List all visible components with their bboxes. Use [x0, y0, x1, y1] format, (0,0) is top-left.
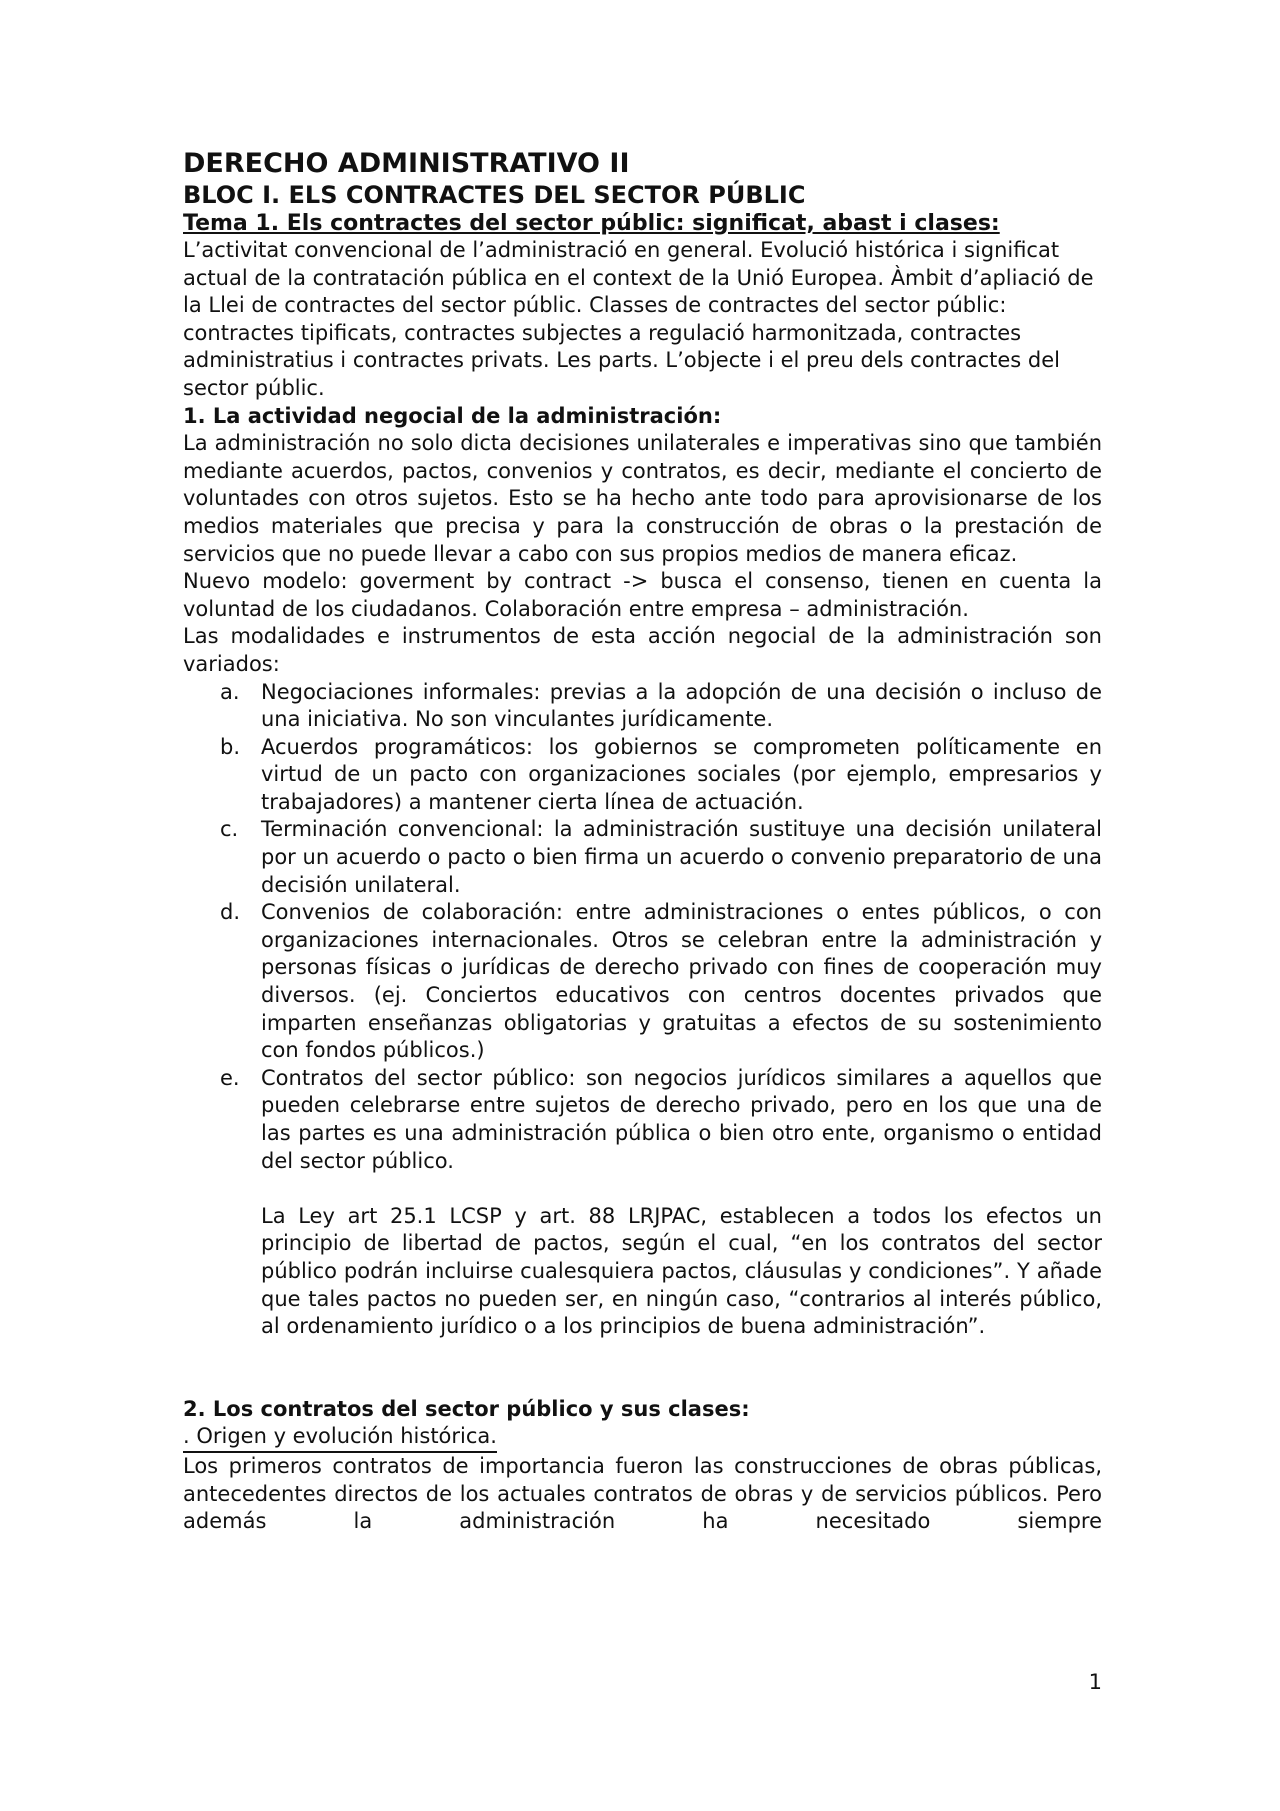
list-item — [183, 1065, 1102, 1175]
list-item-text: Negociaciones informales: previas a la adopción de una decisión o incluso de una iniciativa. No son vinculantes jurídicamente. — [261, 679, 1102, 732]
section-2-heading: 2. Los contratos del sector público y sus clases: — [183, 1396, 750, 1421]
law-paragraph: La Ley art 25.1 LCSP y art. 88 LRJPAC, establecen a todos los efectos un principio de libertad de pactos, según el cual, “en los contratos del sector público podrán incluirse cualesquiera pactos, cláusulas y condiciones”. Y añade que tales pactos no pueden ser, en ningún caso, “contrarios al interés público, al ordenamiento jurídico o a los principios de buena administración”. — [261, 1203, 1102, 1339]
tema-summary: L’activitat convencional de l’administració en general. Evolució histórica i significat actual de la contratación pública en el context de la Unió Europea. Àmbit d’apliació de la Llei de contractes del sector públic. Classes de contractes del sector públic: contractes tipificats, contractes subjectes a regulació harmonitzada, contractes administratius i contractes privats. Les parts. L’objecte i el preu dels contractes del sector públic. — [183, 238, 1094, 400]
list-item — [183, 899, 1102, 1065]
list-item — [183, 679, 1102, 734]
list-marker: b. — [220, 734, 241, 759]
list-marker: a. — [220, 679, 240, 704]
list-item-text: Contratos del sector público: son negocios jurídicos similares a aquellos que pueden celebrarse entre sujetos de derecho privado, pero en los que una de las partes es una administración pública o bien otro ente, organismo o entidad del sector público. — [261, 1065, 1102, 1173]
section-1-paragraph-2: Nuevo modelo: goverment by contract -> busca el consenso, tienen en cuenta la voluntad de los ciudadanos. Colaboración entre empresa – administración. — [183, 569, 1102, 621]
list-marker: d. — [220, 900, 241, 925]
section-1-paragraph-1: La administración no solo dicta decisiones unilaterales e imperativas sino que también mediante acuerdos, pactos, convenios y contratos, es decir, mediante el concierto de voluntades con otros sujetos. Esto se ha hecho ante todo para aprovisionarse de los medios materiales que precisa y para la construcción de obras o la prestación de servicios que no puede llevar a cabo con sus propios medios de manera eficaz. — [183, 431, 1102, 566]
spacer — [183, 1341, 1102, 1396]
section-2-subheading: . Origen y evolución histórica. — [183, 1423, 497, 1453]
section-1-heading: 1. La actividad negocial de la administración: — [183, 403, 722, 428]
tema-heading: Tema 1. Els contractes del sector públic: significat, abast i clases: — [183, 211, 1000, 236]
section-2-paragraph-1: Los primeros contratos de importancia fueron las construcciones de obras públicas, antecedentes directos de los actuales contratos de obras y de servicios públicos. Pero además la administración ha necesitado siempre — [183, 1453, 1102, 1534]
document-page — [183, 147, 1102, 1536]
spacer — [183, 1175, 1102, 1203]
modalities-list — [183, 679, 1102, 1176]
list-item — [183, 734, 1102, 817]
list-marker: c. — [220, 817, 239, 842]
list-item-text: Acuerdos programáticos: los gobiernos se comprometen políticamente en virtud de un pacto con organizaciones sociales (por ejemplo, empresarios y trabajadores) a mantener cierta línea de actuación. — [261, 734, 1102, 814]
bloc-heading: BLOC I. ELS CONTRACTES DEL SECTOR PÚBLIC — [183, 181, 806, 209]
list-marker: e. — [220, 1065, 240, 1090]
list-item — [183, 816, 1102, 899]
document-title: DERECHO ADMINISTRATIVO II — [183, 148, 630, 179]
list-item-text: Terminación convencional: la administración sustituye una decisión unilateral por un acuerdo o pacto o bien firma un acuerdo o convenio preparatorio de una decisión unilateral. — [261, 817, 1102, 897]
page-number: 1 — [1088, 1670, 1102, 1694]
list-item-text: Convenios de colaboración: entre administraciones o entes públicos, o con organizaciones internacionales. Otros se celebran entre la administración y personas físicas o jurídicas de derecho privado con fines de cooperación muy diversos. (ej. Conciertos educativos con centros docentes privados que imparten enseñanzas obligatorias y gratuitas a efectos de su sostenimiento con fondos públicos.) — [261, 900, 1102, 1063]
section-1-paragraph-3: Las modalidades e instrumentos de esta acción negocial de la administración son variados: — [183, 624, 1102, 676]
